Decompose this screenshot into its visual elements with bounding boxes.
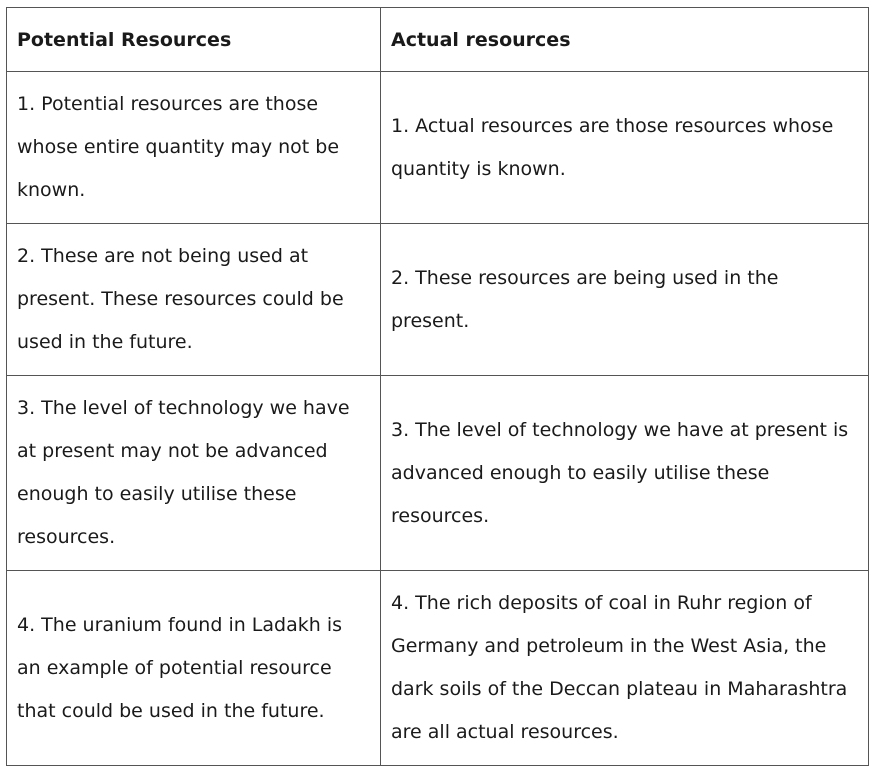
header-row — [7, 8, 869, 72]
table-header — [7, 8, 869, 72]
cell-potential: 4. The uranium found in Ladakh is an example of potential resource that could be used in the future. — [7, 571, 381, 766]
table-row — [7, 376, 869, 571]
table-row — [7, 224, 869, 376]
cell-potential: 1. Potential resources are those whose entire quantity may not be known. — [7, 72, 381, 224]
cell-actual: 2. These resources are being used in the present. — [381, 224, 869, 376]
table-body — [7, 72, 869, 766]
cell-actual: 3. The level of technology we have at present is advanced enough to easily utilise these resources. — [381, 376, 869, 571]
table-row — [7, 72, 869, 224]
header-actual-resources: Actual resources — [381, 8, 869, 72]
cell-potential: 3. The level of technology we have at present may not be advanced enough to easily utilise these resources. — [7, 376, 381, 571]
cell-actual: 4. The rich deposits of coal in Ruhr region of Germany and petroleum in the West Asia, the dark soils of the Deccan plateau in Maharashtra are all actual resources. — [381, 571, 869, 766]
cell-actual: 1. Actual resources are those resources whose quantity is known. — [381, 72, 869, 224]
cell-potential: 2. These are not being used at present. These resources could be used in the future. — [7, 224, 381, 376]
comparison-table — [6, 7, 869, 766]
table-row — [7, 571, 869, 766]
header-potential-resources: Potential Resources — [7, 8, 381, 72]
